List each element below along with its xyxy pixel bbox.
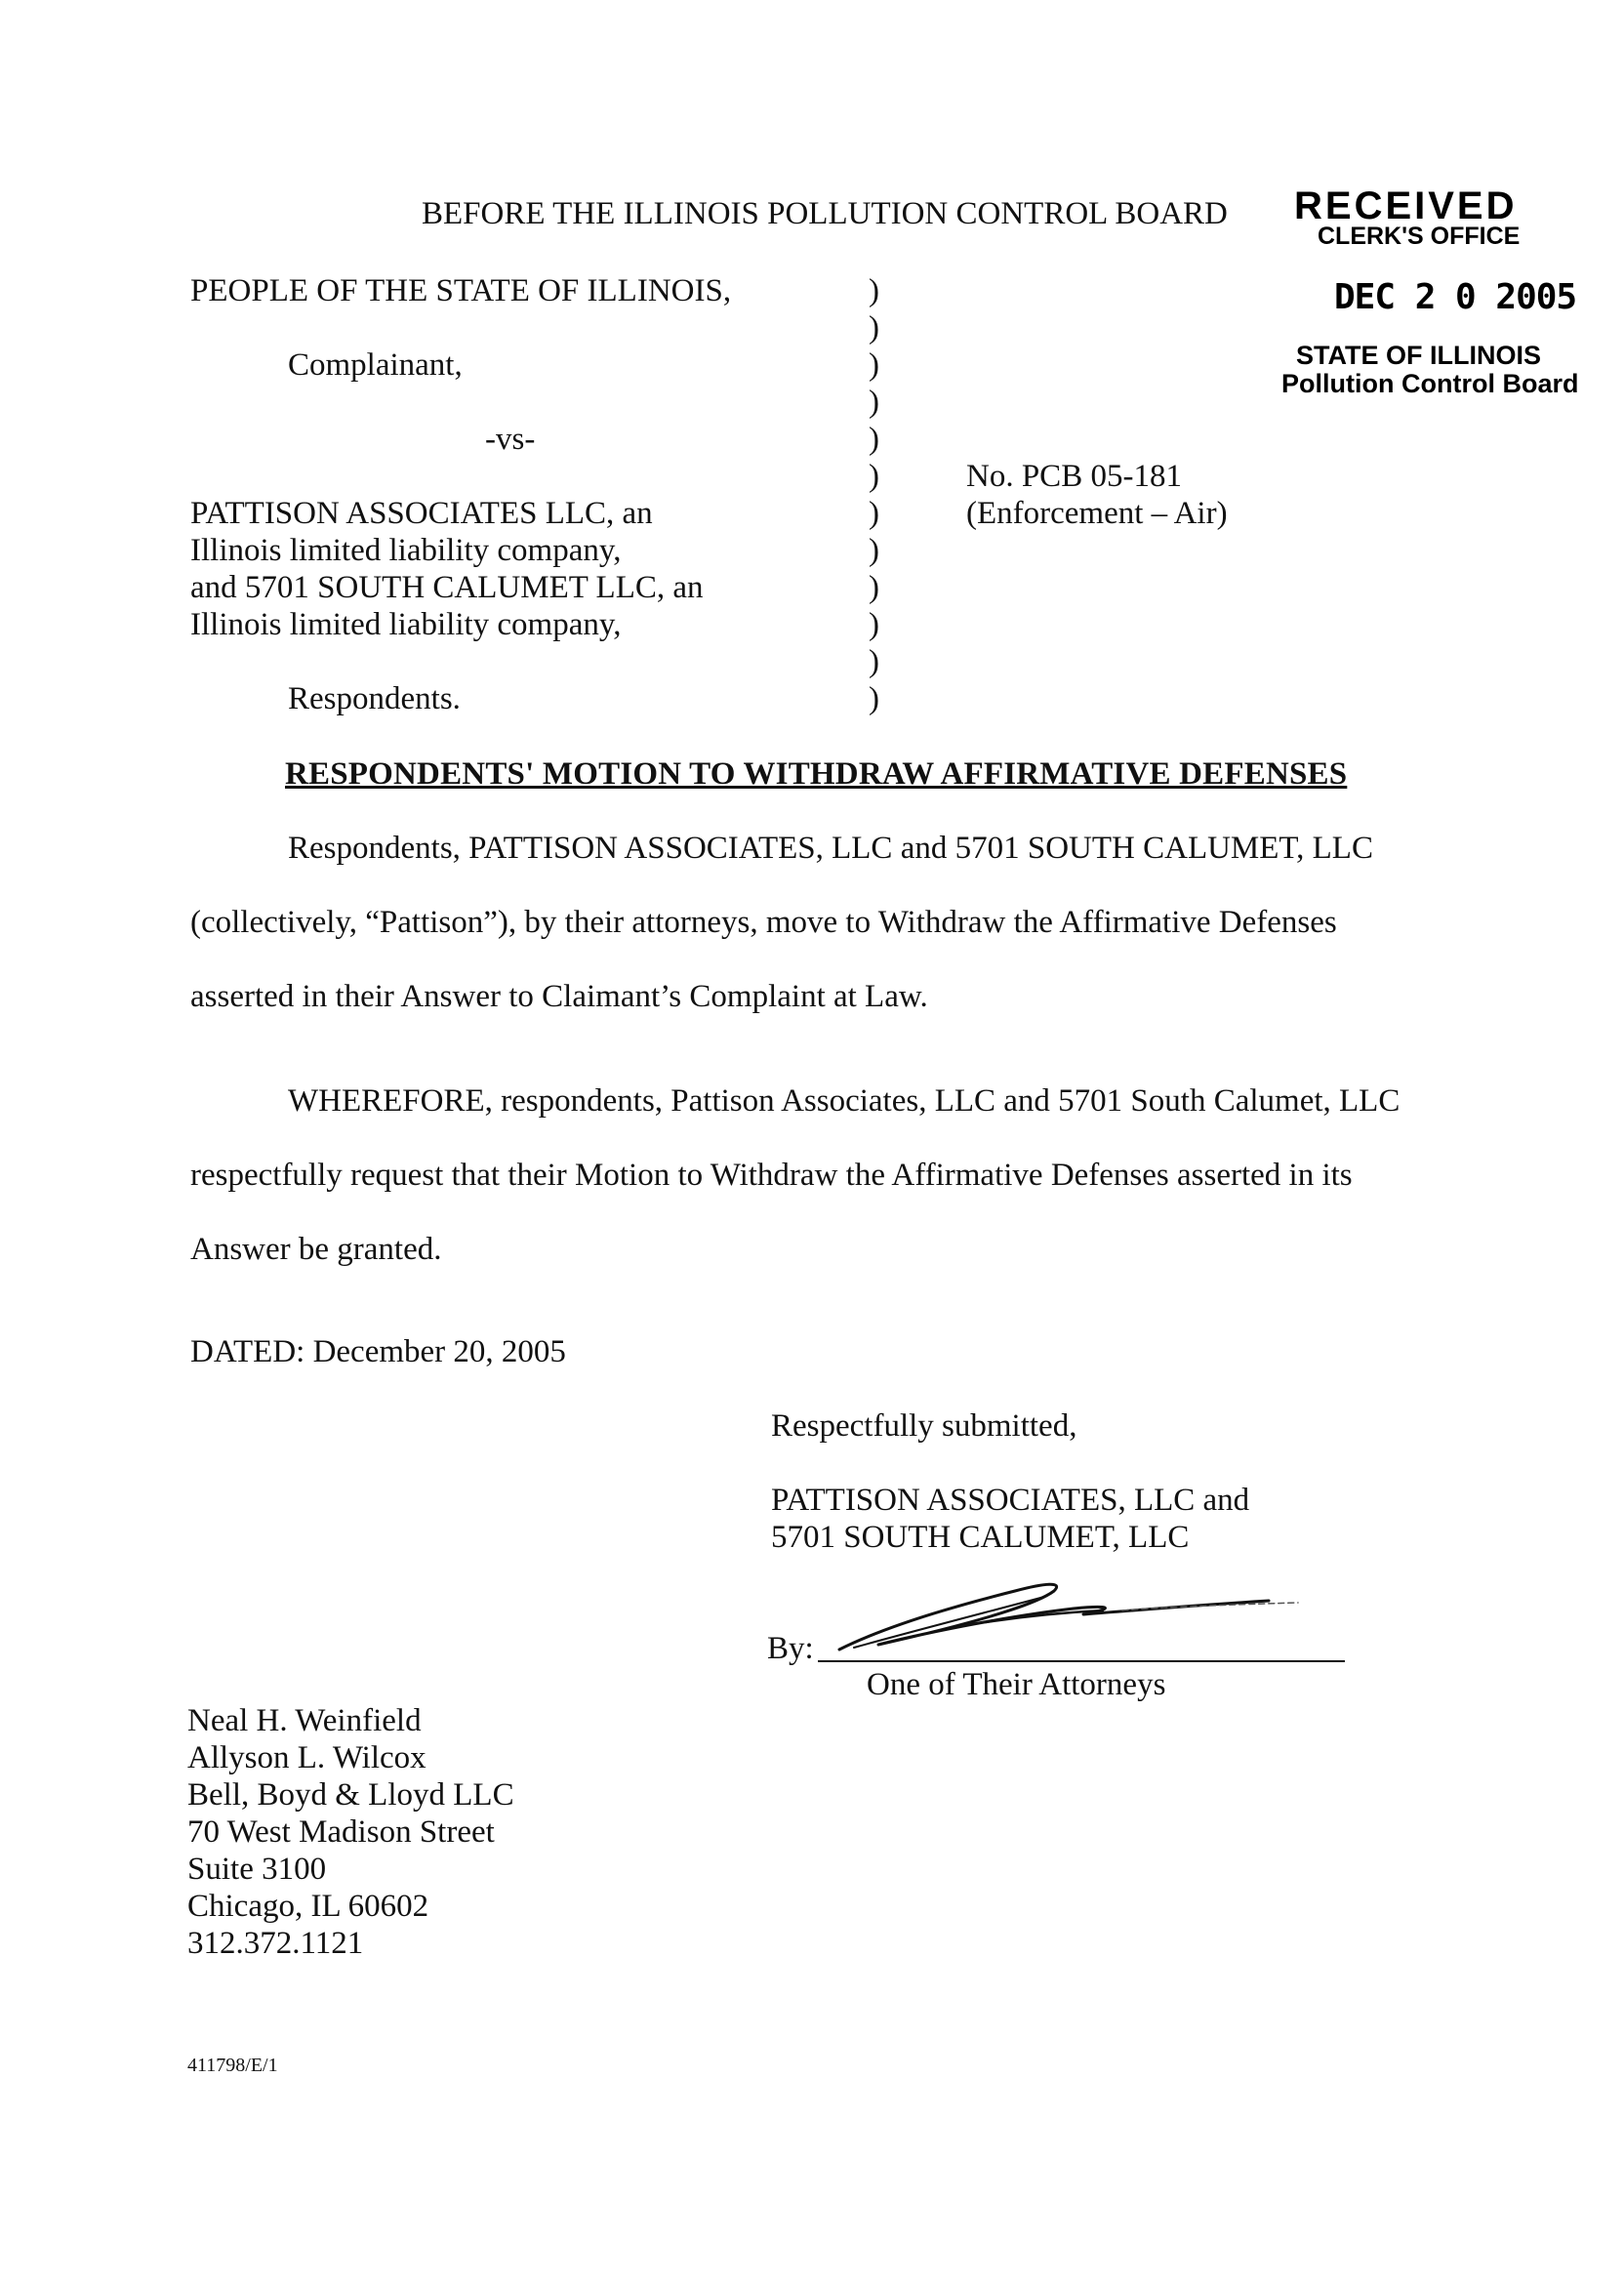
attorney-line: Neal H. Weinfield [187,1703,422,1738]
paren: ) [869,570,879,605]
attorney-line: 312.372.1121 [187,1926,364,1961]
signature-line [818,1660,1345,1662]
paren: ) [869,459,879,494]
board-heading: BEFORE THE ILLINOIS POLLUTION CONTROL BOARD [422,196,1228,231]
complainant-name: PEOPLE OF THE STATE OF ILLINOIS, [190,273,732,308]
body-line: WHEREFORE, respondents, Pattison Associates, LLC and 5701 South Calumet, LLC [288,1083,1401,1119]
motion-title: RESPONDENTS' MOTION TO WITHDRAW AFFIRMATIVE DEFENSES [285,756,1348,792]
party-line: 5701 SOUTH CALUMET, LLC [771,1520,1190,1555]
respondent-line: and 5701 SOUTH CALUMET LLC, an [190,570,704,605]
paren: ) [869,496,879,531]
attorney-line: Chicago, IL 60602 [187,1889,429,1924]
respondent-line: Illinois limited liability company, [190,533,622,568]
handwritten-signature [820,1571,1308,1659]
respondent-line: PATTISON ASSOCIATES LLC, an [190,496,653,531]
dated-line: DATED: December 20, 2005 [190,1334,566,1369]
body-line: (collectively, “Pattison”), by their attorneys, move to Withdraw the Affirmative Defenses [190,905,1337,940]
complainant-role: Complainant, [288,347,463,383]
paren: ) [869,273,879,308]
stamp-state: STATE OF ILLINOIS [1296,341,1541,370]
attorney-line: Allyson L. Wilcox [187,1740,426,1775]
signer-role: One of Their Attorneys [867,1667,1166,1702]
body-line: respectfully request that their Motion to Withdraw the Affirmative Defenses asserted in its [190,1158,1353,1193]
body-line: Respondents, PATTISON ASSOCIATES, LLC and 5701 SOUTH CALUMET, LLC [288,831,1373,866]
case-number: No. PCB 05-181 [966,459,1182,494]
paren: ) [869,681,879,716]
stamp-board: Pollution Control Board [1281,369,1579,398]
body-line: Answer be granted. [190,1232,442,1267]
paren: ) [869,533,879,568]
case-type: (Enforcement – Air) [966,496,1228,531]
attorney-line: Suite 3100 [187,1852,327,1887]
stamp-date: DEC 2 0 2005 [1334,277,1577,317]
by-label: By: [767,1631,814,1666]
document-code: 411798/E/1 [187,2055,278,2076]
versus: -vs- [485,422,536,457]
paren: ) [869,310,879,346]
closing: Respectfully submitted, [771,1408,1077,1444]
respondent-role: Respondents. [288,681,461,716]
party-line: PATTISON ASSOCIATES, LLC and [771,1483,1250,1518]
stamp-received: RECEIVED [1294,184,1518,227]
paren: ) [869,607,879,642]
paren: ) [869,644,879,679]
stamp-office: CLERK'S OFFICE [1318,223,1521,250]
body-line: asserted in their Answer to Claimant’s Complaint at Law. [190,979,928,1014]
paren: ) [869,347,879,383]
paren: ) [869,422,879,457]
attorney-line: Bell, Boyd & Lloyd LLC [187,1777,514,1813]
attorney-line: 70 West Madison Street [187,1814,495,1850]
paren: ) [869,385,879,420]
respondent-line: Illinois limited liability company, [190,607,622,642]
